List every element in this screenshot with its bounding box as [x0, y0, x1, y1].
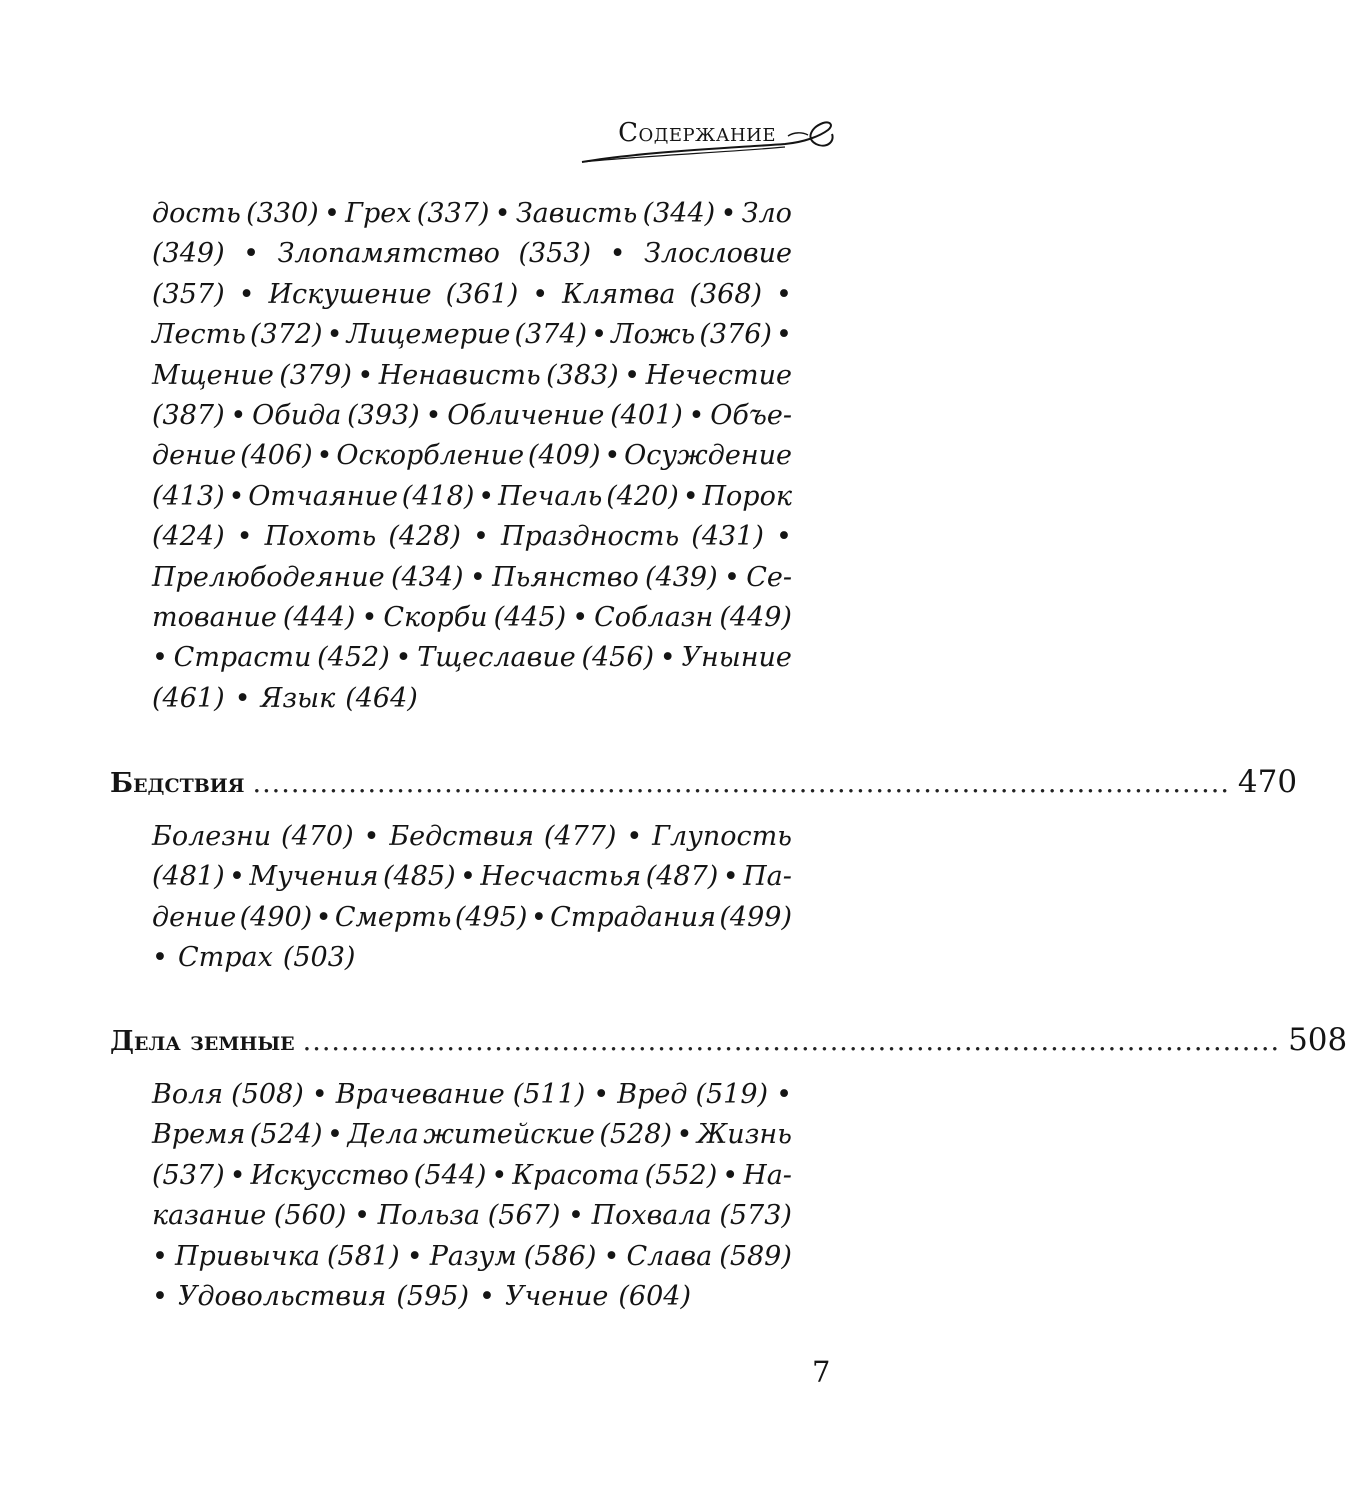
- entry-word: Соблазн: [594, 602, 714, 633]
- entry-word: Мучения: [249, 861, 379, 893]
- bullet-separator: •: [236, 521, 253, 553]
- entry-word: (393): [347, 400, 420, 431]
- bullet-separator: •: [326, 319, 343, 351]
- bullet-separator: •: [315, 901, 332, 933]
- entry-word: Скорби: [383, 602, 488, 633]
- entry-line: [152, 1160, 792, 1200]
- entry-word: Несчастья: [480, 861, 642, 893]
- entry-word: (581): [327, 1240, 400, 1272]
- entry-word: (387): [152, 400, 225, 431]
- entry-word: Похоть: [264, 521, 377, 553]
- entry-word: (595): [396, 1281, 469, 1312]
- entry-word: (337): [416, 198, 490, 229]
- entry-word: (413): [152, 480, 225, 512]
- bullet-separator: •: [532, 278, 549, 310]
- entry-word: Мщение: [152, 359, 274, 391]
- bullet-separator: •: [152, 1240, 168, 1272]
- entry-line: [152, 279, 792, 319]
- bullet-separator: •: [361, 602, 378, 633]
- entry-word: (439): [645, 561, 718, 593]
- entry-word: Искушение: [268, 278, 432, 310]
- bullet-separator: •: [530, 901, 547, 933]
- bullet-separator: •: [152, 642, 168, 674]
- entry-line: [152, 1079, 792, 1119]
- entry-word: (379): [279, 359, 352, 391]
- entry-line: [152, 1119, 792, 1159]
- entry-word: Страсти: [173, 642, 312, 674]
- entry-line: [152, 319, 792, 359]
- bullet-separator: •: [479, 1281, 495, 1312]
- entry-word: (552): [644, 1159, 718, 1191]
- section-title: Бедствия: [110, 768, 245, 799]
- entry-word: (409): [527, 440, 601, 472]
- entry-line: [152, 942, 792, 982]
- bullet-separator: •: [624, 359, 641, 391]
- bullet-separator: •: [688, 400, 705, 431]
- bullet-separator: •: [395, 642, 412, 674]
- entry-word: Ложь: [611, 319, 696, 351]
- entry-word: Па-: [743, 861, 792, 893]
- entry-word: (344): [642, 198, 716, 229]
- bullet-separator: •: [425, 400, 442, 431]
- entry-word: (586): [523, 1240, 597, 1272]
- section-page-number: 470: [1237, 764, 1298, 800]
- section-dela-zemnye-heading: [110, 1022, 1347, 1066]
- entry-word: Лесть: [152, 319, 246, 351]
- entry-line: [152, 1200, 792, 1240]
- entry-line: [152, 360, 792, 400]
- bullet-separator: •: [776, 278, 792, 310]
- bullet-separator: •: [591, 319, 608, 351]
- bullet-separator: •: [152, 1281, 168, 1312]
- bullet-separator: •: [775, 521, 792, 553]
- entry-word: Воля: [152, 1079, 224, 1110]
- entry-word: (406): [240, 440, 313, 472]
- entry-word: (503): [282, 942, 356, 974]
- entry-line: [152, 642, 792, 682]
- entry-word: (357): [152, 278, 225, 310]
- entry-word: (424): [152, 521, 225, 553]
- entry-line: [152, 238, 792, 278]
- entry-word: Нечестие: [645, 359, 792, 391]
- entry-line: [152, 521, 792, 561]
- entry-word: Грех: [345, 198, 412, 229]
- bullet-separator: •: [568, 1200, 584, 1232]
- entry-word: Болезни: [152, 821, 272, 852]
- entry-line: [152, 602, 792, 642]
- entry-word: (456): [581, 642, 655, 674]
- bullet-separator: •: [363, 821, 380, 852]
- entry-word: Привычка: [175, 1240, 320, 1272]
- running-head: [580, 118, 840, 178]
- bullet-separator: •: [776, 1079, 792, 1110]
- entry-word: Глупость: [652, 821, 792, 852]
- entry-word: (383): [546, 359, 619, 391]
- entry-word: Уныние: [681, 642, 792, 674]
- entry-word: Се-: [746, 561, 792, 593]
- bullet-separator: •: [676, 1119, 693, 1151]
- bullet-separator: •: [229, 1159, 246, 1191]
- entry-line: [152, 198, 792, 238]
- entry-word: (589): [719, 1240, 792, 1272]
- entry-word: (434): [390, 561, 464, 593]
- bullet-separator: •: [626, 821, 643, 852]
- entry-word: (349): [152, 238, 225, 270]
- entry-line: [152, 683, 792, 723]
- entry-line: [152, 440, 792, 480]
- entry-word: Красота: [512, 1159, 640, 1191]
- entry-word: Праздность: [501, 521, 680, 553]
- entry-word: (567): [487, 1200, 561, 1232]
- entry-word: Удовольствия: [177, 1281, 387, 1312]
- entry-word: Печаль: [498, 480, 603, 512]
- section-title: Дела земные: [110, 1026, 295, 1057]
- entry-word: (573): [719, 1200, 792, 1232]
- entry-word: Оскорбление: [336, 440, 525, 472]
- entry-word: (544): [413, 1159, 487, 1191]
- entry-word: Страх: [177, 942, 273, 974]
- entry-word: Лицемерие: [346, 319, 511, 351]
- bullet-separator: •: [354, 1200, 370, 1232]
- entry-word: (490): [239, 901, 313, 933]
- entry-word: Время: [152, 1119, 246, 1151]
- bullet-separator: •: [406, 1240, 423, 1272]
- bullet-separator: •: [491, 1159, 508, 1191]
- entry-word: (449): [719, 602, 792, 633]
- entry-word: (470): [281, 821, 354, 852]
- bullet-separator: •: [152, 942, 168, 974]
- entry-word: Искусство: [250, 1159, 409, 1191]
- bullet-separator: •: [572, 602, 589, 633]
- entry-word: Отчаяние: [248, 480, 398, 512]
- section-bedstviya-heading: [110, 764, 1298, 808]
- bullet-separator: •: [323, 198, 340, 229]
- bullet-separator: •: [720, 198, 737, 229]
- bullet-separator: •: [609, 238, 626, 270]
- entry-word: (511): [512, 1079, 586, 1110]
- entry-word: дение: [152, 440, 237, 472]
- entry-word: (524): [249, 1119, 323, 1151]
- entry-word: (330): [246, 198, 319, 229]
- section-page-number: 508: [1288, 1022, 1347, 1058]
- entry-word: (374): [514, 319, 588, 351]
- bullet-separator: •: [722, 1159, 739, 1191]
- entry-word: Ненависть: [378, 359, 541, 391]
- entry-word: (444): [282, 602, 356, 633]
- entry-word: Порок: [702, 480, 792, 512]
- entry-word: Язык: [260, 682, 336, 714]
- entry-line: [152, 1281, 792, 1321]
- bullet-separator: •: [478, 480, 495, 512]
- entry-word: (452): [317, 642, 390, 674]
- entry-word: дость: [152, 198, 241, 229]
- bullet-separator: •: [593, 1079, 610, 1110]
- bullet-separator: •: [357, 359, 374, 391]
- bullet-separator: •: [604, 440, 621, 472]
- bullet-separator: •: [473, 521, 489, 553]
- entry-word: (401): [610, 400, 683, 431]
- bullet-separator: •: [723, 561, 740, 593]
- bullet-separator: •: [327, 1119, 343, 1151]
- bullet-separator: •: [469, 561, 486, 593]
- entry-word: Разум: [429, 1240, 517, 1272]
- entry-word: Страдания: [550, 901, 717, 933]
- entry-word: Клятва: [562, 278, 676, 310]
- bullet-separator: •: [243, 238, 260, 270]
- entry-word: Дела: [347, 1119, 419, 1151]
- entry-word: (464): [345, 682, 418, 714]
- entry-word: Польза: [377, 1200, 481, 1232]
- entry-word: Объе-: [710, 400, 792, 431]
- entry-word: (368): [689, 278, 763, 310]
- entry-word: (537): [152, 1159, 225, 1191]
- entry-word: казание: [152, 1200, 267, 1232]
- entry-word: дение: [152, 901, 237, 933]
- entry-word: Учение: [504, 1281, 609, 1312]
- bullet-separator: •: [238, 278, 255, 310]
- entry-line: [152, 481, 792, 521]
- entry-word: (372): [249, 319, 323, 351]
- entry-word: тование: [152, 602, 277, 633]
- bullet-separator: •: [603, 1240, 620, 1272]
- running-head-title: Содержание: [618, 118, 776, 148]
- entry-word: (353): [518, 238, 592, 270]
- entry-word: Похвала: [591, 1200, 712, 1232]
- entry-line: [152, 400, 792, 440]
- entry-word: (461): [152, 682, 225, 714]
- bullet-separator: •: [316, 440, 333, 472]
- entry-word: Смерть: [334, 901, 452, 933]
- dot-leader: ......................................................................................................: [252, 768, 1230, 799]
- bullet-separator: •: [722, 861, 739, 893]
- entry-word: (519): [695, 1079, 769, 1110]
- entry-word: Жизнь: [696, 1119, 792, 1151]
- entry-word: (418): [401, 480, 475, 512]
- entry-word: (445): [493, 602, 567, 633]
- bullet-separator: •: [311, 1079, 328, 1110]
- entry-word: (528): [599, 1119, 672, 1151]
- entry-word: Слава: [626, 1240, 713, 1272]
- entry-word: (560): [273, 1200, 347, 1232]
- entry-word: Злопамятство: [277, 238, 500, 270]
- entry-word: (508): [231, 1079, 304, 1110]
- entry-word: (420): [606, 480, 679, 512]
- bullet-separator: •: [234, 682, 251, 714]
- bullet-separator: •: [682, 480, 699, 512]
- entry-word: На-: [743, 1159, 792, 1191]
- entry-word: Вред: [617, 1079, 688, 1110]
- entry-line: [152, 821, 792, 861]
- bullet-separator: •: [460, 861, 476, 893]
- entry-word: Обличение: [447, 400, 605, 431]
- entry-word: (477): [543, 821, 617, 852]
- entry-word: Обида: [252, 400, 342, 431]
- bullet-separator: •: [228, 480, 245, 512]
- entry-word: Врачевание: [335, 1079, 505, 1110]
- bullet-separator: •: [230, 400, 247, 431]
- entry-word: Зависть: [515, 198, 638, 229]
- entry-word: Пьянство: [492, 561, 639, 593]
- entry-word: (485): [383, 861, 456, 893]
- bullet-separator: •: [775, 319, 792, 351]
- bullet-separator: •: [659, 642, 676, 674]
- entry-word: (481): [152, 861, 225, 893]
- entry-word: (361): [445, 278, 519, 310]
- entry-word: (487): [645, 861, 719, 893]
- entry-word: (376): [699, 319, 772, 351]
- bullet-separator: •: [229, 861, 245, 893]
- page-number: 7: [812, 1355, 831, 1389]
- bullet-separator: •: [494, 198, 511, 229]
- entry-word: Тщеславие: [417, 642, 576, 674]
- entry-word: Прелюбодеяние: [152, 561, 385, 593]
- entry-line: [152, 562, 792, 602]
- entry-word: Злословие: [644, 238, 792, 270]
- entry-word: житейские: [423, 1119, 595, 1151]
- entry-word: Зло: [741, 198, 792, 229]
- entry-line: [152, 861, 792, 901]
- entry-word: Бедствия: [389, 821, 534, 852]
- entry-word: Осуждение: [624, 440, 792, 472]
- entry-line: [152, 1241, 792, 1281]
- entry-word: (604): [618, 1281, 691, 1312]
- entry-word: (499): [719, 901, 792, 933]
- entry-word: (431): [691, 521, 764, 553]
- entry-line: [152, 902, 792, 942]
- entry-word: (428): [388, 521, 461, 553]
- flourish-ornament: [580, 118, 840, 178]
- entry-word: (495): [454, 901, 528, 933]
- dot-leader: ......................................................................................................: [302, 1026, 1281, 1057]
